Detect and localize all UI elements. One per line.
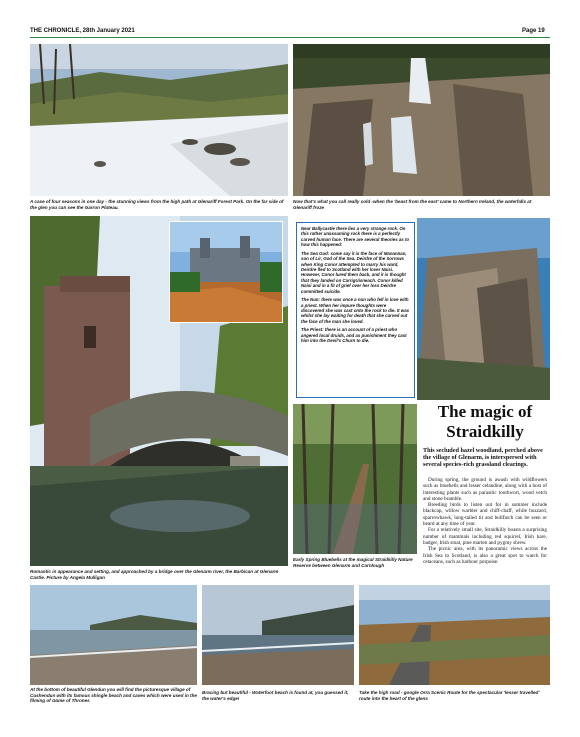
caption-glendun: At the bottom of beautiful Glendun you will find the picturesque village of Cushendun with its famous shingle beach and caves which were used in the filming of Game of Thrones xyxy=(30,687,197,704)
caption-orra: Take the high road - google Orra Scenic Route for the spectacular 'lesser travelled' route into the heart of the glens xyxy=(359,690,540,701)
legend-sea-god: The Sea God: some say it is the face of Manannan, son of Lir, God of the Sea. Deirdre of the Sorrows when King Conor attempted to marry his ward, Deirdre fled to Scotland with her lover Naisi. However, Conor lured them back, and it is thought that they landed on CarrigUisneach. Conor killed Naisi and in a fit of grief over her loss Deirdre committed suicide. xyxy=(301,250,407,294)
caption-glenariff-forest: A case of four seasons in one day - the stunning views from the high path at Glenariff Forest Park. On the far side of the glen you can see the Garron Plateau. xyxy=(30,199,284,210)
article-paragraph: For a relatively small site, Straidkilly boasts a surprising number of mammals including red squirrel, Irish hare, badger, Irish stoat, pine marten and pygmy shrew. xyxy=(423,527,547,546)
article-paragraph: During spring, the ground is awash with wildflowers such as bluebells and lesser celandine, along with a host of interesting plants such as parasitic toothwort, wood vetch and stone bramble. xyxy=(423,477,547,502)
photo-inset-castle xyxy=(169,221,283,323)
article-paragraph: The picnic area, with its panoramic views across the Irish Sea to Scotland, is also a great spot to watch for cetaceans, such as harbour porpoise. xyxy=(423,546,547,565)
article-paragraph: Breeding birds to listen out for in summer include blackcap, willow warbler and chiff-chaff, while buzzard, sparrowhawk, long-tailed tit and bullfinch can be seen or heard at any time of year. xyxy=(423,502,547,528)
article-lead: This secluded hazel woodland, perched above the village of Glenarm, is interspersed with several species-rich grassland clearings. xyxy=(423,447,543,469)
caption-bluebells: Early Spring Bluebells at the magical Straidkilly Nature Reserve between Glenarm and Carnlough xyxy=(293,557,413,568)
photo-waterfoot-beach xyxy=(202,585,354,685)
photo-frozen-waterfall xyxy=(293,44,550,196)
legend-priest: The Priest: there is an account of a priest who angered local druids, and as punishment they cast him into the Devil's Churn to die. xyxy=(301,327,407,344)
photo-glenariff-forest xyxy=(30,44,288,196)
article-title-line2: Straidkilly xyxy=(446,422,524,441)
legend-intro: Near Ballycastle there lies a very strange rock. On this rather unassuming rock there is a perfectly carved human face. There are several theories as to how this happened: xyxy=(301,226,410,248)
photo-bluebells xyxy=(293,404,417,554)
page-number: Page 19 xyxy=(522,28,545,34)
article-title-line1: The magic of xyxy=(437,402,533,421)
caption-waterfoot: Bracing but beautiful - Waterfoot beach is found at, you guessed it, the water's edge! xyxy=(202,690,349,701)
photo-orra-scenic-route xyxy=(359,585,550,685)
legend-nun: The Nun: there was once a nun who fell in love with a priest. When her impure thoughts were discovered she was cast onto the rock to die. It was whilst she lay waiting for death that she carved out the face of the man she loved. xyxy=(301,297,410,324)
photo-cushendun-beach xyxy=(30,585,197,685)
caption-frozen-waterfall: Now that's what you call really cold -when the 'beast from the east' came to Northern Ireland, the waterfalls at Glenariff froze xyxy=(293,199,532,210)
photo-stone-face-rock xyxy=(417,218,550,400)
article-title xyxy=(420,402,550,442)
masthead: THE CHRONICLE, 28th January 2021 xyxy=(30,28,135,34)
legend-box xyxy=(296,222,415,398)
article-body xyxy=(423,477,547,565)
caption-glenarm-castle: Romantic in appearance and setting, and approached by a bridge over the Glenarm river, the Barbican at Glenarm Castle. Picture by Angela Mulligan xyxy=(30,569,279,580)
header-rule xyxy=(30,37,550,38)
